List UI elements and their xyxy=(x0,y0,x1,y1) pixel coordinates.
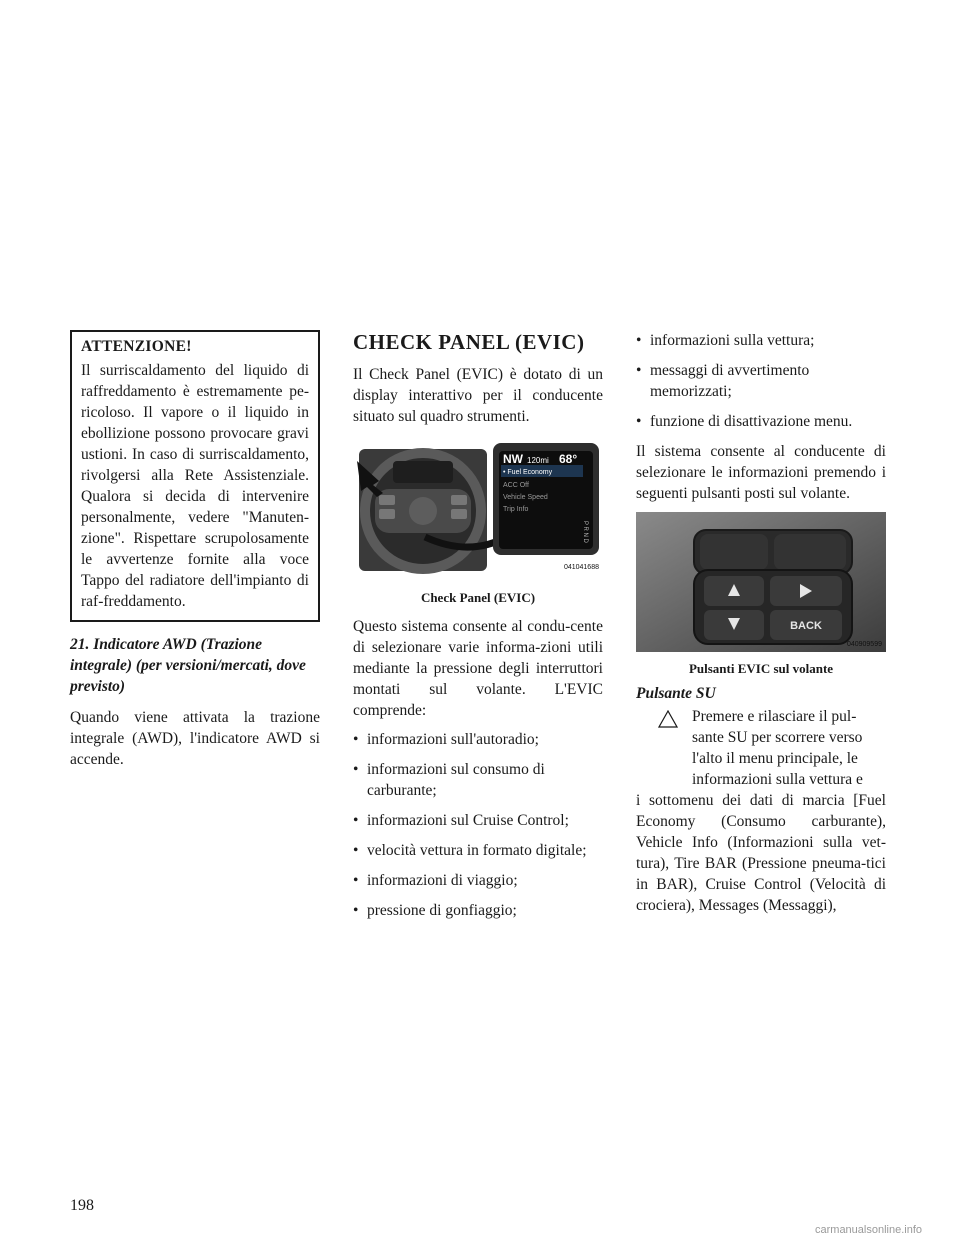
warning-title: ATTENZIONE! xyxy=(81,338,192,355)
list-item: • messaggi di avvertimento memorizzati; xyxy=(636,360,886,402)
screen-item: • Fuel Economy xyxy=(503,469,553,476)
screen-heading: NW xyxy=(503,452,523,466)
page-number: 198 xyxy=(70,1197,94,1214)
screen-item: Vehicle Speed xyxy=(503,494,548,501)
column-middle xyxy=(353,330,603,930)
figure-code: 040909599 xyxy=(846,641,882,648)
check-panel-figure xyxy=(353,441,603,606)
list-item: • velocità vettura in formato digitale; xyxy=(353,840,603,861)
su-line: sante SU per scorrere verso xyxy=(692,729,863,746)
su-line: informazioni sulla vettura e xyxy=(692,771,863,788)
list-item: • informazioni sull'autoradio; xyxy=(353,729,603,750)
evic-bullet-list-cont xyxy=(636,330,886,432)
list-item: • pressione di gonfiaggio; xyxy=(353,900,603,921)
evic-buttons-illustration xyxy=(636,512,886,652)
evic-paragraph: Questo sistema consente al condu-cente di selezionare varie informa-zioni utili mediante la pressione degli interruttori montati sul volante. L'EVIC comprende: xyxy=(353,618,603,719)
list-item: • funzione di disattivazione menu. xyxy=(636,411,886,432)
figure-caption: Pulsanti EVIC sul volante xyxy=(688,661,834,676)
su-line: Premere e rilasciare il pul- xyxy=(692,708,857,725)
su-line: l'alto il menu principale, le xyxy=(692,750,858,767)
figure-code: 041041688 xyxy=(563,564,599,571)
up-triangle-icon xyxy=(636,706,692,730)
su-description xyxy=(636,706,886,790)
section-heading: CHECK PANEL (EVIC) xyxy=(353,330,585,354)
back-button-label: BACK xyxy=(790,620,822,632)
figure-caption: Check Panel (EVIC) xyxy=(420,590,536,605)
warning-text: Il surriscaldamento del liquido di raffreddamento è estremamente pe-ricoloso. Il vapore o il liquido in ebollizione possono provocare gravi ustioni. In caso di surriscaldamento, rivolgersi alla Rete Assistenziale. Qualora si decida di intervenire personalmente, vedere "Manuten-zione". Rispettare scrupolosamente le avvertenze fornite alla voce Tappo del radiatore dell'impianto di raf-freddamento. xyxy=(81,362,309,610)
awd-paragraph: Quando viene attivata la trazione integrale (AWD), l'indicatore AWD si accende. xyxy=(70,709,320,768)
screen-range: 120mi xyxy=(527,456,549,465)
column-left xyxy=(70,330,320,770)
awd-subheading: 21. Indicatore AWD (Trazione integrale) (per versioni/mercati, dove previsto) xyxy=(70,636,306,695)
su-paragraph: i sottomenu dei dati di marcia [Fuel Economy (Consumo carburante), Vehicle Info (Informazioni sulla vet-tura), Tire BAR (Pressione pneuma-tici in BAR), Cruise Control (Velocità di crociera), Messages (Messaggi), xyxy=(636,792,886,914)
su-text-block xyxy=(692,706,886,790)
list-item: • informazioni sul Cruise Control; xyxy=(353,810,603,831)
screen-temp: 68° xyxy=(559,452,578,466)
list-item: • informazioni di viaggio; xyxy=(353,870,603,891)
column-right xyxy=(636,330,886,916)
list-item: • informazioni sul consumo di carburante; xyxy=(353,759,603,801)
check-panel-illustration xyxy=(353,441,603,581)
watermark: carmanualsonline.info xyxy=(815,1224,923,1236)
screen-item: ACC Off xyxy=(503,482,529,489)
list-item: • informazioni sulla vettura; xyxy=(636,330,886,351)
screen-item: Trip Info xyxy=(503,506,529,513)
intro-paragraph: Il Check Panel (EVIC) è dotato di un display interattivo per il conducente situato sul quadro strumenti. xyxy=(353,366,603,425)
gear-indicator: P R N D xyxy=(582,521,588,543)
buttons-paragraph: Il sistema consente al conducente di selezionare le informazioni premendo i seguenti pulsanti posti sul volante. xyxy=(636,443,886,502)
su-subheading: Pulsante SU xyxy=(636,685,716,702)
evic-bullet-list xyxy=(353,729,603,921)
evic-buttons-figure xyxy=(636,512,886,677)
warning-box xyxy=(70,330,320,622)
